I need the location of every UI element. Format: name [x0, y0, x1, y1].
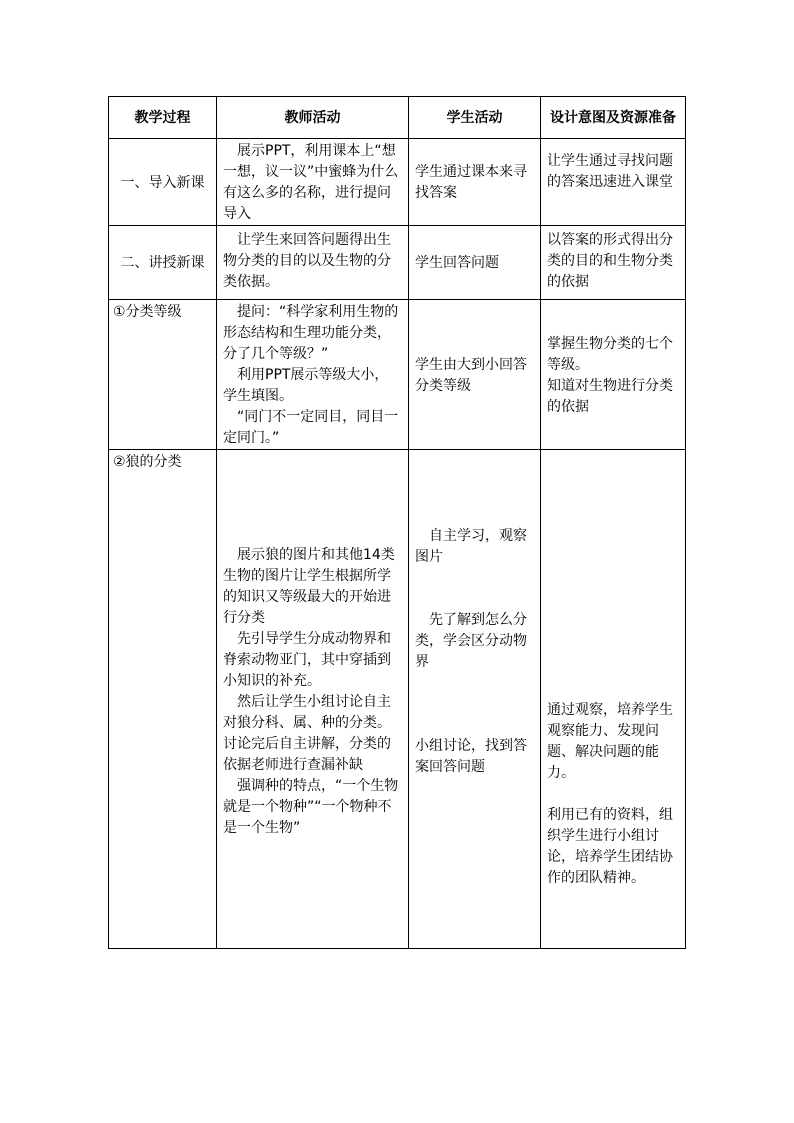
- design-text: 通过观察，培养学生观察能力、发现问题、解决问题的能力。: [547, 702, 673, 781]
- student-text: 小组讨论，找到答案回答问题: [415, 738, 527, 775]
- table-row: [109, 139, 686, 226]
- student-text: 自主学习，观察图片: [415, 528, 527, 565]
- teacher-text: 然后让学生小组讨论自主对狼分科、属、种的分类。讨论完后自主讲解，分类的依据老师进行查漏补缺: [223, 694, 391, 773]
- header-design-intent: 设计意图及资源准备: [541, 97, 686, 139]
- header-student-activity: 学生活动: [409, 97, 541, 139]
- student-text: 学生通过课本来寻找答案: [415, 164, 527, 201]
- student-text: 学生回答问题: [415, 255, 499, 271]
- design-cell: [541, 139, 686, 226]
- student-text: 先了解到怎么分类，学会区分动物界: [415, 612, 527, 670]
- teacher-text: 强调种的特点，“一个生物就是一个物种”“一个物种不是一个生物”: [223, 778, 399, 836]
- teacher-cell: [217, 450, 409, 949]
- teacher-text: 让学生来回答问题得出生物分类的目的以及生物的分类依据。: [223, 232, 391, 290]
- teacher-text: 展示狼的图片和其他14类生物的图片让学生根据所学的知识又等级最大的开始进行分类: [223, 547, 395, 626]
- table-row: [109, 450, 686, 949]
- student-cell: [409, 226, 541, 300]
- design-cell: [541, 226, 686, 300]
- stage-cell: ①分类等级: [109, 300, 217, 450]
- design-text: 掌握生物分类的七个等级。: [547, 335, 673, 373]
- teacher-cell: [217, 226, 409, 300]
- lesson-plan-table: [108, 96, 686, 949]
- stage-cell: ②狼的分类: [109, 450, 217, 949]
- teacher-text: 展示PPT，利用课本上“想一想，议一议”中蜜蜂为什么有这么多的名称，进行提问导入: [223, 143, 399, 222]
- table-row: [109, 226, 686, 300]
- teacher-text: 利用PPT展示等级大小，学生填图。: [223, 367, 389, 404]
- design-text: 让学生通过寻找问题的答案迅速进入课堂: [547, 153, 673, 190]
- teacher-cell: [217, 300, 409, 450]
- teacher-text: 提问：“科学家利用生物的形态结构和生理功能分类，分了几个等级？”: [223, 304, 399, 362]
- design-cell: [541, 450, 686, 949]
- student-cell: [409, 450, 541, 949]
- design-text: 利用已有的资料，组织学生进行小组讨论，培养学生团结协作的团队精神。: [547, 807, 673, 886]
- header-teaching-process: 教学过程: [109, 97, 217, 139]
- table-row: [109, 300, 686, 450]
- student-cell: [409, 300, 541, 450]
- stage-cell: 一、导入新课: [109, 139, 217, 226]
- header-row: [109, 97, 686, 139]
- teacher-text: “同门不一定同目，同目一定同门。”: [223, 409, 399, 446]
- teacher-cell: [217, 139, 409, 226]
- student-cell: [409, 139, 541, 226]
- teacher-text: 先引导学生分成动物界和脊索动物亚门，其中穿插到小知识的补充。: [223, 631, 391, 689]
- design-text: 以答案的形式得出分类的目的和生物分类的依据: [547, 232, 673, 290]
- design-text: 知道对生物进行分类的依据: [547, 377, 673, 415]
- student-text: 学生由大到小回答分类等级: [415, 356, 527, 394]
- design-cell: [541, 300, 686, 450]
- stage-cell: 二、讲授新课: [109, 226, 217, 300]
- header-teacher-activity: 教师活动: [217, 97, 409, 139]
